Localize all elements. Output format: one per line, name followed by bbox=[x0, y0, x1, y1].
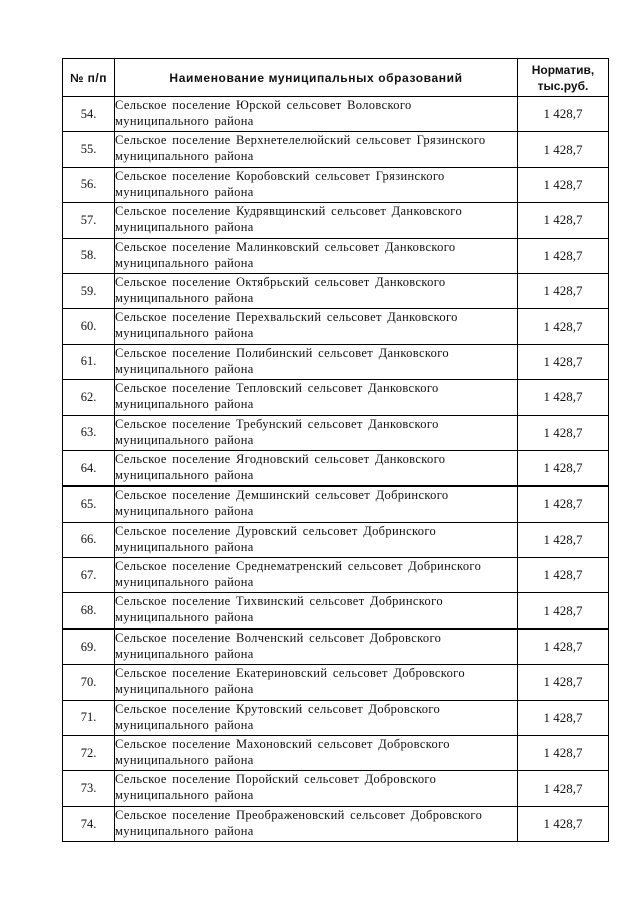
municipality-name-line2: муниципального района bbox=[115, 184, 254, 199]
municipality-name-line1: Сельское поселение Перехвальский сельсовет Данковского bbox=[115, 310, 458, 325]
row-number: 55. bbox=[63, 132, 115, 167]
municipality-name-line1: Сельское поселение Крутовский сельсовет Добровского bbox=[115, 701, 441, 716]
municipality-name bbox=[115, 522, 518, 557]
table-body bbox=[63, 97, 609, 842]
row-number: 67. bbox=[63, 558, 115, 593]
municipality-name-line1: Сельское поселение Юрской сельсовет Воловского bbox=[115, 98, 412, 112]
normative-value: 1 428,7 bbox=[518, 665, 609, 700]
municipality-name-line1: Сельское поселение Тепловский сельсовет Данковского bbox=[115, 381, 439, 396]
normative-value: 1 428,7 bbox=[518, 132, 609, 167]
normative-value: 1 428,7 bbox=[518, 736, 609, 771]
municipality-name bbox=[115, 97, 518, 132]
municipality-name-line2: муниципального района bbox=[115, 149, 254, 164]
row-number: 65. bbox=[63, 486, 115, 522]
row-number: 69. bbox=[63, 629, 115, 665]
municipality-name-line2: муниципального района bbox=[115, 682, 254, 697]
table-row bbox=[63, 273, 609, 308]
municipality-name bbox=[115, 486, 518, 522]
table-row bbox=[63, 238, 609, 273]
municipality-name bbox=[115, 273, 518, 308]
table-row bbox=[63, 522, 609, 557]
municipality-name-line1: Сельское поселение Требунский сельсовет Данковского bbox=[115, 416, 439, 431]
normative-value: 1 428,7 bbox=[518, 309, 609, 344]
municipality-name bbox=[115, 771, 518, 806]
table-row bbox=[63, 97, 609, 132]
municipality-name bbox=[115, 380, 518, 415]
table-row bbox=[63, 380, 609, 415]
normative-value: 1 428,7 bbox=[518, 380, 609, 415]
row-number: 56. bbox=[63, 167, 115, 202]
municipality-name bbox=[115, 593, 518, 629]
normative-value: 1 428,7 bbox=[518, 415, 609, 450]
municipality-name bbox=[115, 450, 518, 486]
header-normative-line2: тыс.руб. bbox=[537, 78, 589, 93]
municipality-name-line2: муниципального района bbox=[115, 753, 254, 768]
municipality-name-line2: муниципального района bbox=[115, 575, 254, 590]
municipality-name-line1: Сельское поселение Верхнетелелюйский сельсовет Грязинского bbox=[115, 133, 486, 148]
row-number: 62. bbox=[63, 380, 115, 415]
municipality-name-line1: Сельское поселение Октябрьский сельсовет Данковского bbox=[115, 274, 446, 289]
municipality-name-line1: Сельское поселение Малинковский сельсовет Данковского bbox=[115, 239, 456, 254]
header-normative bbox=[518, 59, 609, 97]
header-number: № п/п bbox=[63, 59, 115, 97]
municipality-name-line2: муниципального района bbox=[115, 610, 254, 625]
table-row bbox=[63, 593, 609, 629]
municipality-name-line1: Сельское поселение Ягодновский сельсовет Данковского bbox=[115, 451, 446, 466]
normative-table bbox=[62, 58, 609, 842]
normative-value: 1 428,7 bbox=[518, 203, 609, 238]
municipality-name-line1: Сельское поселение Поройский сельсовет Добровского bbox=[115, 772, 437, 787]
table-row bbox=[63, 167, 609, 202]
municipality-name-line1: Сельское поселение Преображеновский сельсовет Добровского bbox=[115, 807, 483, 822]
municipality-name bbox=[115, 700, 518, 735]
row-number: 57. bbox=[63, 203, 115, 238]
municipality-name-line2: муниципального района bbox=[115, 361, 254, 376]
normative-value: 1 428,7 bbox=[518, 771, 609, 806]
table-row bbox=[63, 736, 609, 771]
row-number: 74. bbox=[63, 806, 115, 841]
municipality-name-line2: муниципального района bbox=[115, 467, 254, 482]
municipality-name bbox=[115, 629, 518, 665]
municipality-name-line2: муниципального района bbox=[115, 114, 254, 128]
table-header-row bbox=[63, 59, 609, 97]
header-name: Наименование муниципальных образований bbox=[115, 59, 518, 97]
normative-value: 1 428,7 bbox=[518, 167, 609, 202]
municipality-name bbox=[115, 558, 518, 593]
table-row bbox=[63, 558, 609, 593]
municipality-name-line2: муниципального района bbox=[115, 646, 254, 661]
normative-value: 1 428,7 bbox=[518, 486, 609, 522]
normative-value: 1 428,7 bbox=[518, 97, 609, 132]
municipality-name bbox=[115, 344, 518, 379]
municipality-name-line2: муниципального района bbox=[115, 290, 254, 305]
normative-value: 1 428,7 bbox=[518, 629, 609, 665]
normative-value: 1 428,7 bbox=[518, 593, 609, 629]
municipality-name-line2: муниципального района bbox=[115, 326, 254, 341]
normative-value: 1 428,7 bbox=[518, 806, 609, 841]
row-number: 61. bbox=[63, 344, 115, 379]
row-number: 60. bbox=[63, 309, 115, 344]
municipality-name bbox=[115, 665, 518, 700]
table-row bbox=[63, 486, 609, 522]
table-row bbox=[63, 771, 609, 806]
municipality-name-line1: Сельское поселение Коробовский сельсовет Грязинского bbox=[115, 168, 445, 183]
row-number: 54. bbox=[63, 97, 115, 132]
table-row bbox=[63, 344, 609, 379]
municipality-name bbox=[115, 736, 518, 771]
municipality-name-line2: муниципального района bbox=[115, 823, 254, 838]
table-row bbox=[63, 415, 609, 450]
table-row bbox=[63, 806, 609, 841]
normative-value: 1 428,7 bbox=[518, 700, 609, 735]
municipality-name-line2: муниципального района bbox=[115, 539, 254, 554]
municipality-name-line1: Сельское поселение Махоновский сельсовет Добровского bbox=[115, 737, 450, 752]
municipality-name bbox=[115, 132, 518, 167]
municipality-name-line2: муниципального района bbox=[115, 397, 254, 412]
municipality-name-line2: муниципального района bbox=[115, 504, 254, 519]
normative-value: 1 428,7 bbox=[518, 450, 609, 486]
normative-value: 1 428,7 bbox=[518, 558, 609, 593]
municipality-name-line1: Сельское поселение Дуровский сельсовет Добринского bbox=[115, 523, 437, 538]
row-number: 72. bbox=[63, 736, 115, 771]
municipality-name-line2: муниципального района bbox=[115, 220, 254, 235]
municipality-name bbox=[115, 415, 518, 450]
municipality-name-line1: Сельское поселение Полибинский сельсовет Данковского bbox=[115, 345, 450, 360]
municipality-name bbox=[115, 203, 518, 238]
normative-value: 1 428,7 bbox=[518, 273, 609, 308]
row-number: 63. bbox=[63, 415, 115, 450]
municipality-name-line2: муниципального района bbox=[115, 432, 254, 447]
normative-value: 1 428,7 bbox=[518, 344, 609, 379]
table-row bbox=[63, 450, 609, 486]
normative-value: 1 428,7 bbox=[518, 522, 609, 557]
municipality-name-line1: Сельское поселение Демшинский сельсовет Добринского bbox=[115, 488, 449, 503]
table-row bbox=[63, 700, 609, 735]
municipality-name bbox=[115, 238, 518, 273]
table-row bbox=[63, 629, 609, 665]
row-number: 68. bbox=[63, 593, 115, 629]
row-number: 58. bbox=[63, 238, 115, 273]
row-number: 59. bbox=[63, 273, 115, 308]
municipality-name-line1: Сельское поселение Волченский сельсовет Добровского bbox=[115, 630, 442, 645]
row-number: 73. bbox=[63, 771, 115, 806]
row-number: 64. bbox=[63, 450, 115, 486]
table-row bbox=[63, 665, 609, 700]
table-row bbox=[63, 132, 609, 167]
municipality-name bbox=[115, 309, 518, 344]
municipality-name-line1: Сельское поселение Кудрявщинский сельсовет Данковского bbox=[115, 204, 463, 219]
municipality-name bbox=[115, 167, 518, 202]
row-number: 71. bbox=[63, 700, 115, 735]
row-number: 70. bbox=[63, 665, 115, 700]
row-number: 66. bbox=[63, 522, 115, 557]
municipality-name-line1: Сельское поселение Среднематренский сельсовет Добринского bbox=[115, 559, 482, 574]
municipality-name-line1: Сельское поселение Екатериновский сельсовет Добровского bbox=[115, 666, 465, 681]
table-row bbox=[63, 309, 609, 344]
municipality-name-line2: муниципального района bbox=[115, 717, 254, 732]
municipality-name-line2: муниципального района bbox=[115, 255, 254, 270]
table-row bbox=[63, 203, 609, 238]
municipality-name-line2: муниципального района bbox=[115, 788, 254, 803]
normative-value: 1 428,7 bbox=[518, 238, 609, 273]
header-normative-line1: Норматив, bbox=[531, 62, 595, 77]
municipality-name-line1: Сельское поселение Тихвинский сельсовет Добринского bbox=[115, 594, 443, 609]
municipality-name bbox=[115, 806, 518, 841]
